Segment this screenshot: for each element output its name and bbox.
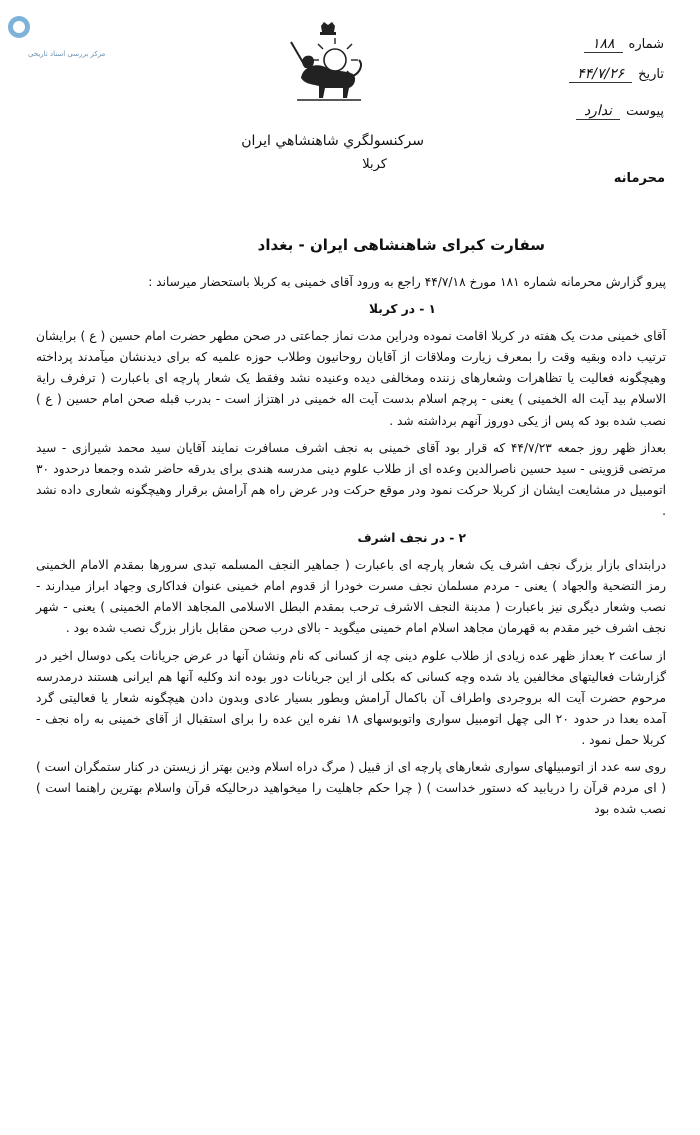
- letter-date: [464, 66, 664, 83]
- watermark-text: مرکز بررسی اسناد تاریخی: [28, 50, 106, 58]
- paragraph-car-slogans: روی سه عدد از اتومبیلهای سواری شعارهای پارچه ای از قبیل ( مرگ دراه اسلام ودین بهتر از زیستن در کنار ستمگران است ) ( ای مردم قرآن را دریابید که دستور خداست ) ( چرا حکم جاهلیت را میخواهید درحالیکه قرآن واسلام بهترین راهنما است ) نصب شده بود: [36, 759, 666, 817]
- letter-number: [464, 36, 664, 53]
- recipient-line: سفارت کبرای شاهنشاهی ایران - بغداد: [257, 236, 545, 254]
- archive-logo-icon: [8, 16, 30, 38]
- date-label: تاریخ: [638, 67, 664, 82]
- intro-paragraph: پیرو گزارش محرمانه شماره ۱۸۱ مورخ ۴۴/۷/۱۸ راجع به ورود آقای خمینی به کربلا باستحضار میرساند :: [148, 275, 666, 289]
- letter-body: [36, 272, 666, 826]
- attachment-label: پیوست: [626, 104, 664, 119]
- consulate-city: کربلا: [362, 157, 387, 172]
- archive-watermark-logo: [8, 10, 128, 68]
- lion-and-sun-emblem-icon: [283, 22, 373, 104]
- paragraph-gathering: از ساعت ۲ بعداز ظهر عده زیادی از طلاب علوم دینی چه از کسانی که نام ونشان آنها در عرض جریانات یکی دوسال اخیر در گزارشات فعالیتهای مخالفین یاد شده وچه کسانی که بکلی از این جریانات دور بوده اند وکلیه آنها هم ایرانی هستند درمدرسه مرحوم حضرت آیت اله بروجردی واطراف آن باکمال آرامش وبطور بسیار عادی وبدون دادن هیچگونه شعار یا فعالیتی گرد آمده بعدا در حدود ۲۰ الی چهل اتومبیل سواری واتوبوسهای ۱۸ نفره این عده را برای استقبال از آقای خمینی به راه نجف - کربلا حمل نمود .: [36, 648, 666, 747]
- paragraph-departure: بعداز ظهر روز جمعه ۴۴/۷/۲۳ که قرار بود آقای خمینی به نجف اشرف مسافرت نمایند آقایان سید محمد شیرازی - سید مرتضی قزوینی - سید حسین ناصرالدین وعده ای از طلاب علوم دینی مدرسه هندی برای بدرقه حاضر شده وجمعا درحدود ۳۰ اتومبیل در مشایعت ایشان از کربلا حرکت نمود ودر موقع حرکت ودر عرض راه هم آرامش برقرار وهیچگونه شعاری داده نشد .: [36, 440, 666, 518]
- letter-attachment: [464, 103, 664, 120]
- number-value: ۱۸۸: [584, 36, 623, 53]
- classification-label: محرمانه: [613, 171, 665, 186]
- section-heading-najaf: ۲ - در نجف اشرف: [357, 531, 466, 546]
- section-heading-karbala: ۱ - در کربلا: [368, 302, 436, 317]
- number-label: شماره: [628, 37, 664, 52]
- paragraph-najaf-banners: درابتدای بازار بزرگ نجف اشرف یک شعار پارچه ای باعبارت ( جماهیر النجف المسلمه تبدی سرورها بمقدم الامام الخمینی رمز التضحیة والجهاد ) یعنی - مردم مسلمان نجف مسرت خودرا از قدوم امام خمینی عنوان فداکاری وجهاد ابراز میدارند - نصب وشعار دیگری نیز باعبارت ( مدینة النجف الاشرف ترحب بمقدم البطل الاسلامی المجاهد الامام الخمینی ) یعنی - شهر نجف اشرف خیر مقدم به قهرمان مجاهد اسلام امام خمینی میگوید - بالای درب صحن مقابل بازار بزرگ نصب شده بود .: [36, 558, 666, 636]
- consulate-name: سرکنسولگري شاهنشاهي ایران: [241, 133, 424, 149]
- attachment-value: ندارد: [576, 103, 620, 120]
- date-value: ۴۴/۷/۲۶: [569, 66, 632, 83]
- paragraph-karbala-stay: آقای خمینی مدت یک هفته در کربلا اقامت نموده ودراین مدت نماز جماعتی در صحن مطهر حضرت امام حسین ( ع ) برایشان ترتیب داده وبقیه وقت را بمعرف زیارت وملاقات از آقایان روحانیون وطلاب حوزه علمیه که برای دیدنشان میآمدند پرداخته وهیچگونه فعالیت یا تظاهرات وشعارهای زننده ومخالفی دیده وعنیده نشد وفقط یک شعار پارچه ای باعبارت ( ترفرف رایة الاسلام بید آیت اله الخمینی ) یعنی - پرچم اسلام بدست آیت اله خمینی در اهتزاز است - بدرب قبله صحن امام حسین ( ع ) نصب شده بود که پس از یکی دوروز آنهم برداشته شد .: [36, 329, 666, 428]
